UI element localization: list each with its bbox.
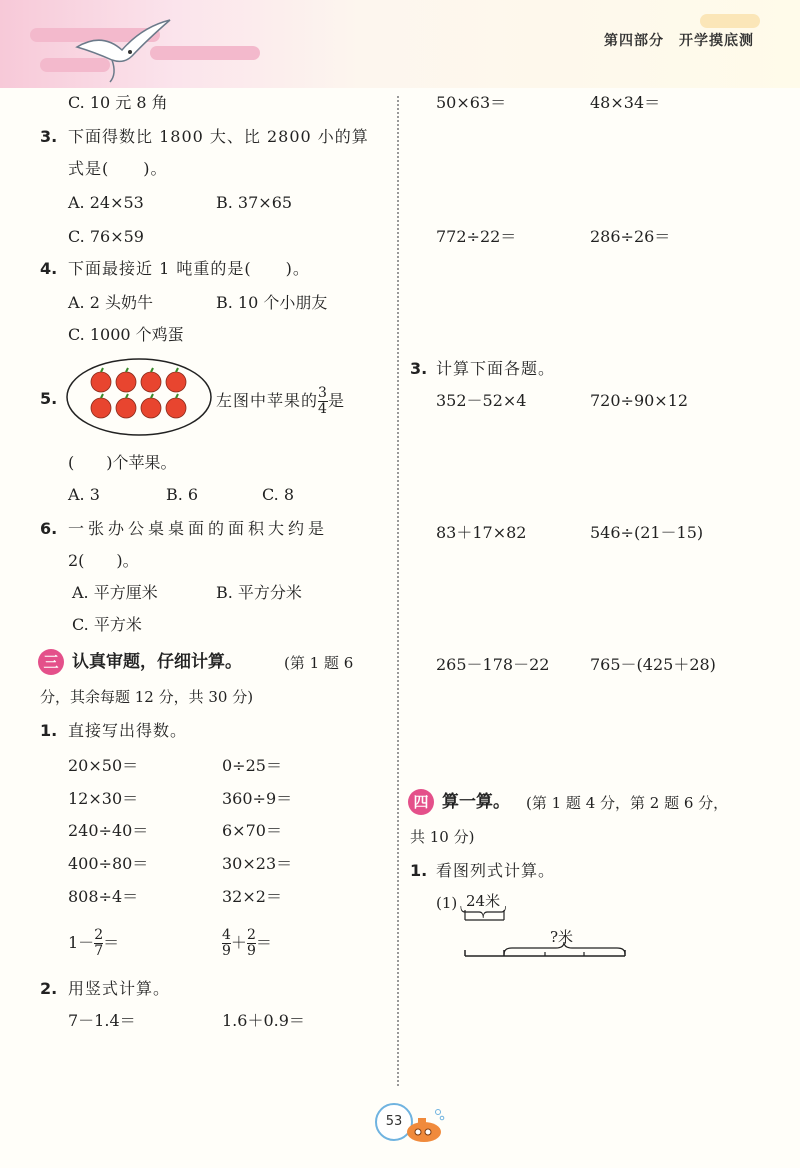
fraction (318, 386, 328, 417)
section-note: (第 1 题 4 分，第 2 题 6 分， (526, 794, 729, 812)
calc-item: 400÷80＝ (68, 854, 149, 873)
question-stem: 直接写出得数。 (68, 721, 188, 740)
question-stem: 计算下面各题。 (436, 359, 556, 378)
page-number: 53 (375, 1103, 413, 1141)
fraction-numerator: 2 (246, 927, 256, 943)
option-b: B. 10 个小朋友 (216, 293, 328, 312)
calc-text: ＝ (103, 933, 120, 952)
option-a: A. 24×53 (68, 193, 144, 212)
calc-text: ＋ (230, 933, 247, 952)
fraction (247, 928, 256, 959)
calc-item: 48×34＝ (590, 93, 661, 112)
question-stem: 2( )。 (68, 551, 139, 570)
calc-item: 352－52×4 (436, 391, 527, 410)
calc-item: 240÷40＝ (68, 821, 149, 840)
column-divider (397, 96, 399, 1086)
fraction-numerator: 2 (94, 927, 104, 943)
question-stem: 式是( )。 (68, 159, 168, 178)
calc-item: 6×70＝ (222, 821, 282, 840)
calc-item: 772÷22＝ (436, 227, 517, 246)
question-number: 3. (410, 359, 428, 378)
option-c: C. 平方米 (72, 615, 142, 634)
section-note: (第 1 题 6 (284, 654, 354, 672)
calc-item: 360÷9＝ (222, 789, 293, 808)
cloud-decoration (700, 14, 760, 28)
fraction-denominator: 9 (246, 943, 256, 959)
fraction-numerator: 4 (222, 927, 231, 943)
submarine-icon (404, 1104, 448, 1148)
question-stem: 看图列式计算。 (436, 861, 556, 880)
line-segment-diagram (460, 900, 630, 964)
option-c: C. 10 元 8 角 (68, 93, 168, 112)
stem-text: 左图中苹果的 (216, 391, 319, 410)
question-stem: 一张办公桌桌面的面积大约是 (68, 519, 329, 538)
calc-text: 1－ (68, 933, 95, 952)
option-c: C. 76×59 (68, 227, 144, 246)
calc-item: 83＋17×82 (436, 523, 527, 542)
option-a: A. 2 头奶牛 (68, 293, 153, 312)
section-note: 分，其余每题 12 分，共 30 分) (40, 688, 254, 706)
calc-item: 50×63＝ (436, 93, 507, 112)
calc-item: 808÷4＝ (68, 887, 139, 906)
question-number: 3. (40, 127, 58, 146)
calc-item-fraction (222, 928, 272, 959)
segment-label: ?米 (550, 928, 574, 946)
stem-text: 是 (327, 391, 345, 410)
segment-label: 24米 (466, 892, 501, 910)
question-stem (216, 386, 345, 417)
calc-item: 1.6＋0.9＝ (222, 1011, 305, 1030)
calc-item: 30×23＝ (222, 854, 293, 873)
calc-text: ＝ (255, 933, 272, 952)
fraction-denominator: 9 (222, 943, 231, 959)
option-a: A. 3 (68, 485, 100, 504)
option-a: A. 平方厘米 (72, 583, 158, 602)
option-b: B. 37×65 (216, 193, 293, 212)
apples-illustration (64, 356, 214, 438)
option-c: C. 8 (262, 485, 295, 504)
page-header-title: 第四部分 开学摸底测 (604, 33, 754, 49)
sub-question-label: (1) (436, 894, 458, 912)
calc-item: 12×30＝ (68, 789, 139, 808)
fraction-denominator: 7 (94, 943, 104, 959)
option-b: B. 6 (166, 485, 199, 504)
calc-item: 265－178－22 (436, 655, 550, 674)
calc-item: 20×50＝ (68, 756, 139, 775)
section-title: 算一算。 (442, 792, 510, 812)
question-number: 2. (40, 979, 58, 998)
question-number: 6. (40, 519, 58, 538)
fraction-numerator: 3 (318, 385, 328, 401)
option-b: B. 平方分米 (216, 583, 302, 602)
section-note: 共 10 分) (410, 828, 475, 846)
calc-item: 0÷25＝ (222, 756, 282, 775)
question-number: 1. (40, 721, 58, 740)
question-stem: 下面得数比 1800 大、比 2800 小的算 (68, 127, 369, 146)
calc-item: 7－1.4＝ (68, 1011, 136, 1030)
option-c: C. 1000 个鸡蛋 (68, 325, 184, 344)
section-title: 认真审题，仔细计算。 (72, 652, 242, 672)
question-stem: 用竖式计算。 (68, 979, 171, 998)
calc-item: 765－(425＋28) (590, 655, 716, 674)
calc-item: 286÷26＝ (590, 227, 671, 246)
question-stem: 下面最接近 1 吨重的是( )。 (68, 259, 310, 278)
fraction-denominator: 4 (318, 401, 328, 417)
question-number: 4. (40, 259, 58, 278)
calc-item: 32×2＝ (222, 887, 282, 906)
seagull-icon (72, 12, 182, 84)
calc-item: 546÷(21－15) (590, 523, 704, 542)
question-number: 1. (410, 861, 428, 880)
question-number: 5. (40, 389, 58, 408)
section-badge: 三 (38, 649, 64, 675)
answer-blank-line: ( )个苹果。 (68, 453, 177, 472)
fraction (94, 928, 103, 959)
calc-item-fraction (68, 928, 119, 959)
calc-item: 720÷90×12 (590, 391, 689, 410)
section-badge: 四 (408, 789, 434, 815)
fraction (222, 928, 231, 959)
